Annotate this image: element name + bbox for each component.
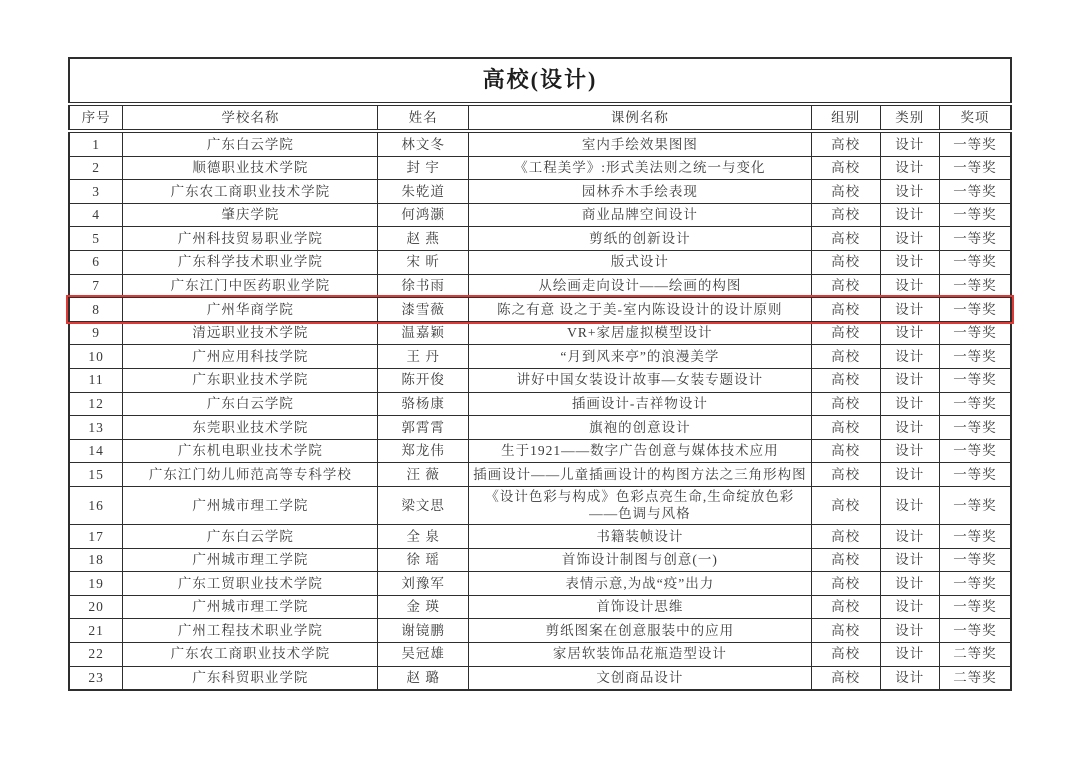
cell-course: 书籍装帧设计 bbox=[468, 525, 811, 549]
cell-category: 设计 bbox=[880, 572, 939, 596]
cell-course: 商业品牌空间设计 bbox=[468, 203, 811, 227]
award-table bbox=[68, 57, 1012, 691]
cell-course: 《设计色彩与构成》色彩点亮生命,生命绽放色彩——色调与风格 bbox=[468, 486, 811, 524]
cell-award: 一等奖 bbox=[939, 298, 1011, 322]
header-row bbox=[69, 104, 1011, 131]
cell-award: 一等奖 bbox=[939, 131, 1011, 156]
table-title: 高校(设计) bbox=[69, 58, 1011, 104]
cell-no: 22 bbox=[69, 642, 123, 666]
table-row bbox=[69, 392, 1011, 416]
cell-name: 金 瑛 bbox=[378, 595, 468, 619]
cell-category: 设计 bbox=[880, 392, 939, 416]
cell-group: 高校 bbox=[811, 416, 880, 440]
cell-award: 一等奖 bbox=[939, 180, 1011, 204]
cell-group: 高校 bbox=[811, 595, 880, 619]
cell-award: 一等奖 bbox=[939, 321, 1011, 345]
cell-school: 广东机电职业技术学院 bbox=[123, 439, 378, 463]
cell-category: 设计 bbox=[880, 463, 939, 487]
cell-category: 设计 bbox=[880, 203, 939, 227]
cell-name: 陈开俊 bbox=[378, 368, 468, 392]
cell-award: 一等奖 bbox=[939, 572, 1011, 596]
cell-course: VR+家居虚拟模型设计 bbox=[468, 321, 811, 345]
cell-group: 高校 bbox=[811, 203, 880, 227]
cell-no: 7 bbox=[69, 274, 123, 298]
column-header: 姓名 bbox=[378, 104, 468, 131]
table-row bbox=[69, 416, 1011, 440]
cell-group: 高校 bbox=[811, 321, 880, 345]
cell-category: 设计 bbox=[880, 250, 939, 274]
cell-school: 广州应用科技学院 bbox=[123, 345, 378, 369]
cell-school: 肇庆学院 bbox=[123, 203, 378, 227]
column-header: 组别 bbox=[811, 104, 880, 131]
cell-category: 设计 bbox=[880, 345, 939, 369]
cell-award: 一等奖 bbox=[939, 548, 1011, 572]
cell-course: 陈之有意 设之于美-室内陈设设计的设计原则 bbox=[468, 298, 811, 322]
cell-course: 旗袍的创意设计 bbox=[468, 416, 811, 440]
cell-award: 一等奖 bbox=[939, 345, 1011, 369]
cell-group: 高校 bbox=[811, 368, 880, 392]
cell-course: 首饰设计思维 bbox=[468, 595, 811, 619]
cell-name: 骆杨康 bbox=[378, 392, 468, 416]
table-row bbox=[69, 642, 1011, 666]
cell-award: 一等奖 bbox=[939, 525, 1011, 549]
cell-course: 剪纸的创新设计 bbox=[468, 227, 811, 251]
cell-award: 一等奖 bbox=[939, 486, 1011, 524]
cell-name: 林文冬 bbox=[378, 131, 468, 156]
cell-no: 11 bbox=[69, 368, 123, 392]
table-row bbox=[69, 619, 1011, 643]
cell-name: 梁文思 bbox=[378, 486, 468, 524]
cell-name: 漆雪薇 bbox=[378, 298, 468, 322]
cell-category: 设计 bbox=[880, 274, 939, 298]
cell-award: 一等奖 bbox=[939, 416, 1011, 440]
table-row bbox=[69, 156, 1011, 180]
table-row bbox=[69, 274, 1011, 298]
table-row bbox=[69, 345, 1011, 369]
cell-category: 设计 bbox=[880, 525, 939, 549]
table-row-highlighted bbox=[69, 298, 1011, 322]
cell-no: 4 bbox=[69, 203, 123, 227]
cell-award: 一等奖 bbox=[939, 392, 1011, 416]
cell-school: 广东工贸职业技术学院 bbox=[123, 572, 378, 596]
cell-group: 高校 bbox=[811, 548, 880, 572]
cell-course: 《工程美学》:形式美法则之统一与变化 bbox=[468, 156, 811, 180]
cell-award: 一等奖 bbox=[939, 203, 1011, 227]
column-header: 序号 bbox=[69, 104, 123, 131]
cell-category: 设计 bbox=[880, 666, 939, 690]
cell-category: 设计 bbox=[880, 486, 939, 524]
cell-name: 郑龙伟 bbox=[378, 439, 468, 463]
cell-course: 生于1921——数字广告创意与媒体技术应用 bbox=[468, 439, 811, 463]
table-row bbox=[69, 227, 1011, 251]
cell-course: 插画设计-吉祥物设计 bbox=[468, 392, 811, 416]
table-row bbox=[69, 180, 1011, 204]
cell-category: 设计 bbox=[880, 642, 939, 666]
cell-no: 14 bbox=[69, 439, 123, 463]
column-header: 类别 bbox=[880, 104, 939, 131]
cell-category: 设计 bbox=[880, 321, 939, 345]
cell-no: 2 bbox=[69, 156, 123, 180]
table-row bbox=[69, 250, 1011, 274]
cell-award: 一等奖 bbox=[939, 227, 1011, 251]
cell-name: 郭霄霄 bbox=[378, 416, 468, 440]
cell-category: 设计 bbox=[880, 439, 939, 463]
cell-category: 设计 bbox=[880, 548, 939, 572]
cell-school: 广东江门幼儿师范高等专科学校 bbox=[123, 463, 378, 487]
cell-school: 广州科技贸易职业学院 bbox=[123, 227, 378, 251]
cell-group: 高校 bbox=[811, 180, 880, 204]
cell-school: 广州城市理工学院 bbox=[123, 548, 378, 572]
cell-no: 17 bbox=[69, 525, 123, 549]
cell-no: 15 bbox=[69, 463, 123, 487]
cell-award: 一等奖 bbox=[939, 595, 1011, 619]
cell-group: 高校 bbox=[811, 666, 880, 690]
table-row bbox=[69, 572, 1011, 596]
cell-no: 5 bbox=[69, 227, 123, 251]
cell-course: 从绘画走向设计——绘画的构图 bbox=[468, 274, 811, 298]
cell-category: 设计 bbox=[880, 298, 939, 322]
cell-category: 设计 bbox=[880, 368, 939, 392]
cell-group: 高校 bbox=[811, 345, 880, 369]
table-body bbox=[69, 131, 1011, 690]
table-row bbox=[69, 439, 1011, 463]
cell-no: 3 bbox=[69, 180, 123, 204]
cell-award: 一等奖 bbox=[939, 156, 1011, 180]
cell-school: 顺德职业技术学院 bbox=[123, 156, 378, 180]
cell-group: 高校 bbox=[811, 250, 880, 274]
cell-name: 封 宇 bbox=[378, 156, 468, 180]
cell-no: 8 bbox=[69, 298, 123, 322]
cell-course: 首饰设计制图与创意(一) bbox=[468, 548, 811, 572]
cell-award: 二等奖 bbox=[939, 666, 1011, 690]
table-row bbox=[69, 321, 1011, 345]
table-row bbox=[69, 131, 1011, 156]
cell-group: 高校 bbox=[811, 572, 880, 596]
cell-award: 一等奖 bbox=[939, 368, 1011, 392]
cell-school: 东莞职业技术学院 bbox=[123, 416, 378, 440]
cell-group: 高校 bbox=[811, 642, 880, 666]
cell-school: 广东农工商职业技术学院 bbox=[123, 180, 378, 204]
cell-name: 温嘉颖 bbox=[378, 321, 468, 345]
title-row bbox=[69, 58, 1011, 104]
cell-course: 剪纸图案在创意服装中的应用 bbox=[468, 619, 811, 643]
cell-name: 徐 瑶 bbox=[378, 548, 468, 572]
cell-name: 赵 燕 bbox=[378, 227, 468, 251]
cell-course: 讲好中国女装设计故事—女装专题设计 bbox=[468, 368, 811, 392]
cell-group: 高校 bbox=[811, 392, 880, 416]
cell-no: 13 bbox=[69, 416, 123, 440]
cell-no: 16 bbox=[69, 486, 123, 524]
cell-school: 广州城市理工学院 bbox=[123, 486, 378, 524]
table-row bbox=[69, 463, 1011, 487]
cell-name: 全 泉 bbox=[378, 525, 468, 549]
cell-group: 高校 bbox=[811, 156, 880, 180]
cell-school: 广州华商学院 bbox=[123, 298, 378, 322]
table-row bbox=[69, 548, 1011, 572]
cell-category: 设计 bbox=[880, 227, 939, 251]
cell-name: 赵 璐 bbox=[378, 666, 468, 690]
column-header: 课例名称 bbox=[468, 104, 811, 131]
cell-award: 二等奖 bbox=[939, 642, 1011, 666]
table-row bbox=[69, 525, 1011, 549]
cell-no: 18 bbox=[69, 548, 123, 572]
cell-no: 19 bbox=[69, 572, 123, 596]
cell-no: 6 bbox=[69, 250, 123, 274]
cell-category: 设计 bbox=[880, 131, 939, 156]
cell-group: 高校 bbox=[811, 463, 880, 487]
cell-no: 12 bbox=[69, 392, 123, 416]
cell-award: 一等奖 bbox=[939, 274, 1011, 298]
cell-no: 20 bbox=[69, 595, 123, 619]
cell-group: 高校 bbox=[811, 274, 880, 298]
cell-school: 广东白云学院 bbox=[123, 525, 378, 549]
cell-course: 插画设计——儿童插画设计的构图方法之三角形构图 bbox=[468, 463, 811, 487]
cell-category: 设计 bbox=[880, 595, 939, 619]
cell-school: 广东白云学院 bbox=[123, 392, 378, 416]
cell-name: 何鸿灏 bbox=[378, 203, 468, 227]
cell-course: 家居软装饰品花瓶造型设计 bbox=[468, 642, 811, 666]
cell-no: 1 bbox=[69, 131, 123, 156]
cell-group: 高校 bbox=[811, 439, 880, 463]
cell-no: 10 bbox=[69, 345, 123, 369]
cell-school: 广东科贸职业学院 bbox=[123, 666, 378, 690]
cell-name: 王 丹 bbox=[378, 345, 468, 369]
cell-school: 广东白云学院 bbox=[123, 131, 378, 156]
cell-award: 一等奖 bbox=[939, 463, 1011, 487]
cell-group: 高校 bbox=[811, 525, 880, 549]
cell-name: 刘豫军 bbox=[378, 572, 468, 596]
cell-name: 宋 昕 bbox=[378, 250, 468, 274]
table-row bbox=[69, 486, 1011, 524]
table-row bbox=[69, 595, 1011, 619]
cell-school: 广东江门中医药职业学院 bbox=[123, 274, 378, 298]
cell-category: 设计 bbox=[880, 416, 939, 440]
cell-group: 高校 bbox=[811, 227, 880, 251]
cell-school: 广州工程技术职业学院 bbox=[123, 619, 378, 643]
cell-no: 21 bbox=[69, 619, 123, 643]
cell-no: 9 bbox=[69, 321, 123, 345]
cell-school: 清远职业技术学院 bbox=[123, 321, 378, 345]
cell-course: 版式设计 bbox=[468, 250, 811, 274]
cell-group: 高校 bbox=[811, 298, 880, 322]
cell-category: 设计 bbox=[880, 619, 939, 643]
cell-group: 高校 bbox=[811, 619, 880, 643]
cell-school: 广州城市理工学院 bbox=[123, 595, 378, 619]
cell-category: 设计 bbox=[880, 180, 939, 204]
cell-award: 一等奖 bbox=[939, 619, 1011, 643]
cell-school: 广东职业技术学院 bbox=[123, 368, 378, 392]
cell-award: 一等奖 bbox=[939, 250, 1011, 274]
cell-group: 高校 bbox=[811, 486, 880, 524]
cell-course: 文创商品设计 bbox=[468, 666, 811, 690]
column-header: 学校名称 bbox=[123, 104, 378, 131]
table-row bbox=[69, 368, 1011, 392]
cell-category: 设计 bbox=[880, 156, 939, 180]
cell-no: 23 bbox=[69, 666, 123, 690]
cell-award: 一等奖 bbox=[939, 439, 1011, 463]
cell-name: 谢镜鹏 bbox=[378, 619, 468, 643]
cell-name: 吴冠雄 bbox=[378, 642, 468, 666]
cell-course: 室内手绘效果图图 bbox=[468, 131, 811, 156]
cell-name: 朱乾道 bbox=[378, 180, 468, 204]
cell-school: 广东科学技术职业学院 bbox=[123, 250, 378, 274]
cell-course: 园林乔木手绘表现 bbox=[468, 180, 811, 204]
cell-name: 汪 薇 bbox=[378, 463, 468, 487]
table-row bbox=[69, 203, 1011, 227]
column-header: 奖项 bbox=[939, 104, 1011, 131]
cell-course: 表情示意,为战“疫”出力 bbox=[468, 572, 811, 596]
table-row bbox=[69, 666, 1011, 690]
cell-course: “月到风来亭”的浪漫美学 bbox=[468, 345, 811, 369]
cell-school: 广东农工商职业技术学院 bbox=[123, 642, 378, 666]
cell-name: 徐书雨 bbox=[378, 274, 468, 298]
cell-group: 高校 bbox=[811, 131, 880, 156]
